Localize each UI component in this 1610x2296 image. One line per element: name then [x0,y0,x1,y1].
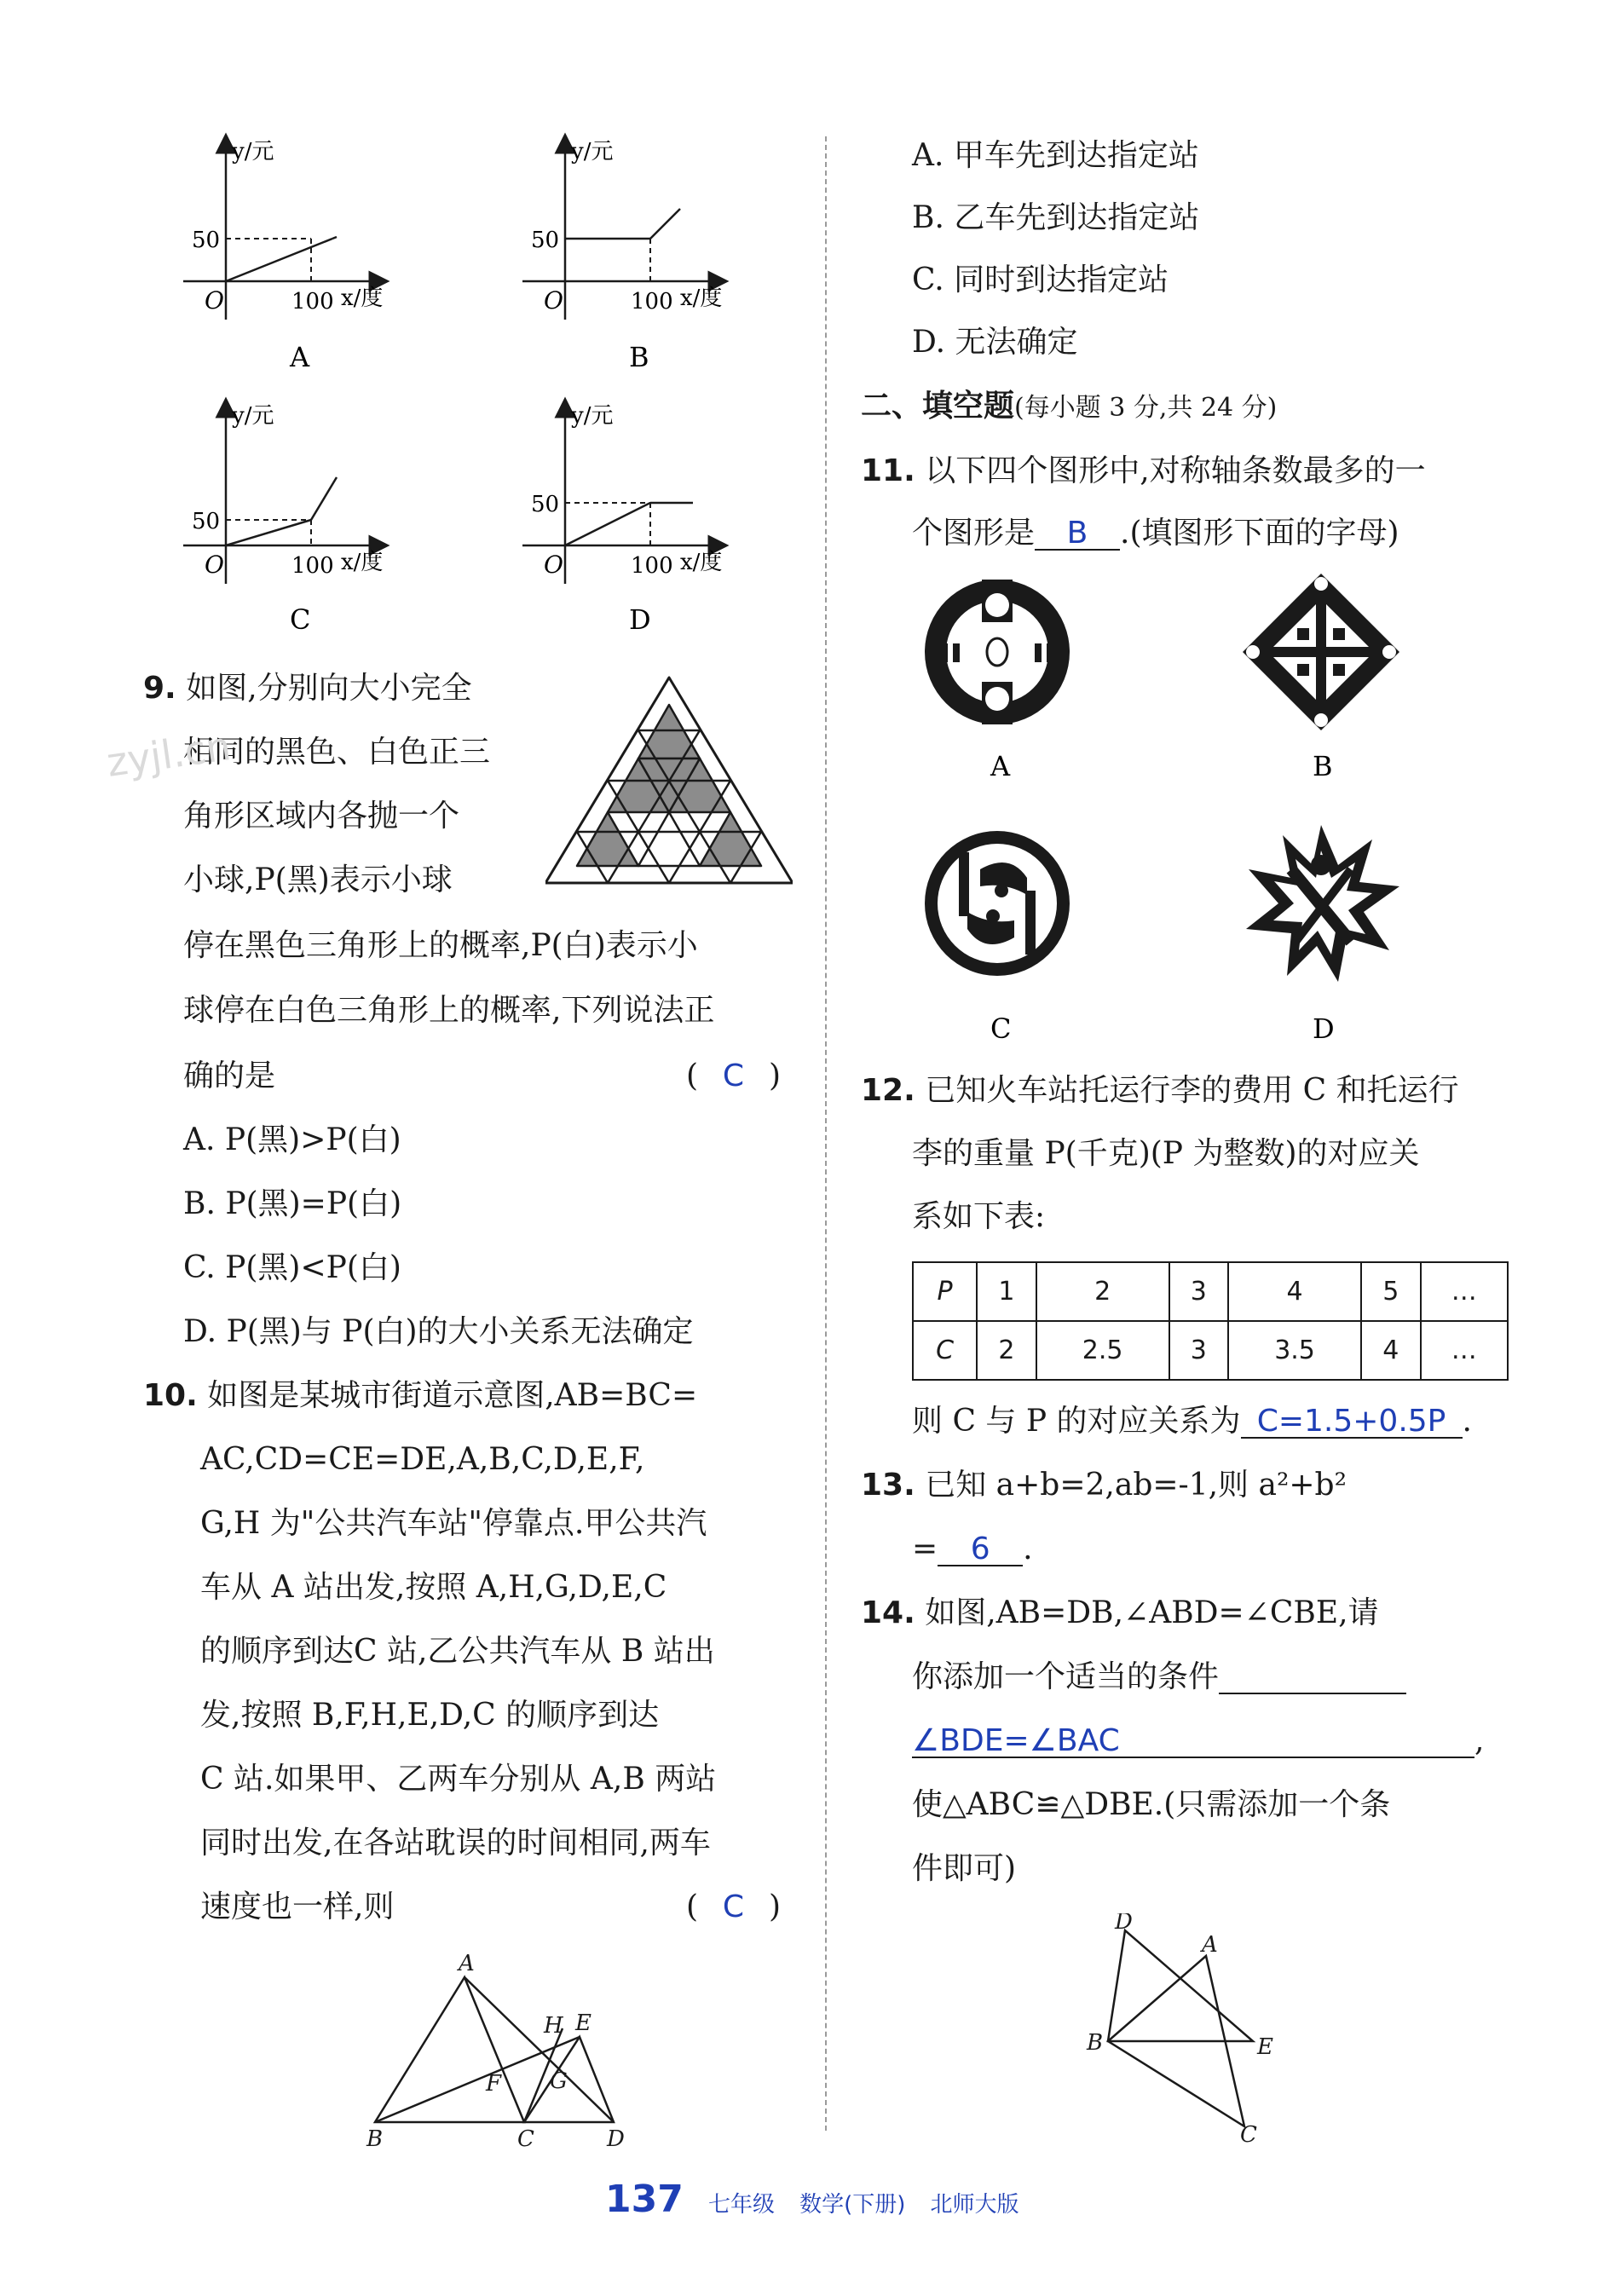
table-cell: 4 [1228,1262,1361,1321]
footer [605,2178,1019,2221]
x-axis-label: x/度 [341,286,384,311]
table-cell: 4 [1361,1321,1421,1380]
point-label-d: D [607,2126,625,2148]
q14-text: , [1474,1723,1485,1758]
paren-open: ( [686,1059,699,1093]
q10-line-2: AC,CD=CE=DE,A,B,C,D,E,F, [200,1442,645,1477]
origin-label: O [544,286,563,314]
q14-line-3: 使△ABC≌△DBE.(只需添加一个条 [912,1787,1391,1822]
graph-a [183,139,383,373]
q12-text: 则 C 与 P 的对应关系为 [912,1404,1241,1439]
point-label-a: A [1202,1932,1218,1958]
q12-line-2: 李的重量 P(千克)(P 为整数)的对应关 [912,1136,1420,1171]
y-tick-label: 50 [531,492,560,517]
q12-text: 已知火车站托运行李的费用 C 和托运行 [925,1073,1459,1108]
table-cell: 3 [1169,1262,1229,1321]
q12-result-line [912,1406,1472,1439]
q10-number: 10. [143,1378,198,1413]
q11-text: 以下四个图形中,对称轴条数最多的一 [925,453,1426,488]
q9-line-5: 停在黑色三角形上的概率,P(白)表示小 [183,928,698,963]
section-2-header [861,390,1277,422]
q9-option-a: A. P(黑)>P(白) [183,1122,401,1157]
q14-text: 如图,AB=DB,∠ABD=∠CBE,请 [925,1595,1379,1630]
q10-line-7: C 站.如果甲、乙两车分别从 A,B 两站 [200,1762,717,1797]
y-tick-label: 50 [531,228,560,253]
q9-text: 如图,分别向大小完全 [186,671,472,706]
q11-number: 11. [861,453,915,488]
table-cell: … [1421,1321,1508,1380]
q11-text: 个图形是 [912,516,1036,551]
table-cell: 2 [1036,1262,1169,1321]
q11-line-1 [861,453,1426,488]
q13-number: 13. [861,1468,915,1503]
symbol-a [925,580,1070,724]
q9-line-4: 小球,P(黑)表示小球 [183,862,453,897]
q10-option-c: C. 同时到达指定站 [912,262,1169,297]
x-axis-label: x/度 [341,550,384,575]
graph-d [522,403,722,636]
symbol-d [1246,825,1399,982]
graph-c [183,403,383,636]
graph-caption: B [629,341,649,373]
footer-grade: 七年级 [707,2192,775,2218]
q10-line-8: 同时出发,在各站耽误的时间相同,两车 [200,1826,711,1860]
q12-table [912,1261,1509,1381]
symbol-caption: D [1313,1012,1335,1045]
x-axis-label: x/度 [680,286,723,311]
q10-option-d: D. 无法确定 [912,325,1078,360]
point-label-g: G [550,2068,568,2094]
symbol-caption: A [990,750,1011,782]
q10-line-3: G,H 为"公共汽车站"停靠点.甲公共汽 [200,1506,707,1541]
graph-caption: A [290,341,310,373]
q10-line-1 [143,1378,698,1413]
q10-street-figure [358,1952,648,2148]
q12-number: 12. [861,1073,915,1108]
q10-option-a: A. 甲车先到达指定站 [912,138,1199,173]
q9-line-7: 确的是 [183,1059,276,1093]
q14-figure [1082,1913,1304,2143]
watermark: zyjl.cn [103,723,234,786]
q13-line-1 [861,1470,1347,1501]
q14-line-2 [912,1659,1406,1694]
x-tick-label: 100 [631,553,673,579]
q13-text: . [1023,1532,1033,1566]
origin-label: O [205,286,224,314]
y-axis-label: y/元 [232,139,274,164]
x-tick-label: 100 [291,553,334,579]
q11-answer: B [1035,518,1120,551]
y-axis-label: y/元 [232,403,274,429]
q10-line-9: 速度也一样,则 [200,1889,395,1924]
y-tick-label: 50 [192,228,221,253]
symbol-caption: C [990,1012,1012,1045]
section-title: 二、填空题 [861,388,1015,424]
q9-option-c: C. P(黑)<P(白) [183,1250,401,1285]
table-cell: 3 [1169,1321,1229,1380]
table-cell: 3.5 [1228,1321,1361,1380]
symbol-c [925,831,1070,976]
point-label-e: E [1257,2034,1273,2060]
q9-line-3: 角形区域内各抛一个 [183,799,460,834]
q9-answer-bracket [686,1061,781,1092]
q13-text: = [912,1532,938,1566]
y-axis-label: y/元 [571,139,614,164]
table-row [913,1262,1508,1321]
q9-line-2: 相同的黑色、白色正三 [183,735,491,770]
q10-text: 如图是某城市街道示意图,AB=BC= [207,1378,698,1413]
point-label-b: B [1087,2030,1104,2056]
y-tick-label: 50 [192,509,221,534]
point-label-d: D [1115,1913,1133,1935]
q9-number: 9. [143,671,176,706]
q9-option-d: D. P(黑)与 P(白)的大小关系无法确定 [183,1314,694,1349]
q9-answer: C [722,1059,745,1093]
q13-text: 已知 a+b=2,ab=-1,则 a²+b² [925,1468,1347,1503]
point-label-f: F [486,2071,502,2097]
symbol-caption: B [1313,750,1333,782]
q11-symbols [912,571,1440,1048]
point-label-b: B [366,2126,384,2148]
graph-caption: D [629,603,651,636]
q14-line-1 [861,1595,1379,1630]
q9-line-6: 球停在白色三角形上的概率,下列说法正 [183,993,715,1028]
table-cell: C [913,1321,977,1380]
white-triangle [638,812,700,866]
footer-edition: 北师大版 [930,2192,1019,2218]
y-axis-label: y/元 [571,403,614,429]
x-tick-label: 100 [631,289,673,314]
point-label-c: C [517,2126,534,2148]
paren-close: ) [768,1059,781,1093]
q13-answer: 6 [938,1534,1023,1566]
q14-number: 14. [861,1595,915,1630]
table-cell: 2 [977,1321,1036,1380]
q10-line-5: 的顺序到达C 站,乙公共汽车从 B 站出 [200,1634,715,1669]
q9-triangle-figure [545,669,793,886]
q10-line-6: 发,按照 B,F,H,E,D,C 的顺序到达 [200,1698,660,1733]
symbol-b [1243,574,1399,730]
table-row [913,1321,1508,1380]
paren-open: ( [686,1889,699,1924]
graph-options [162,128,776,656]
origin-label: O [205,551,224,579]
footer-subject: 数学(下册) [799,2192,906,2218]
table-cell: 2.5 [1036,1321,1169,1380]
table-cell: 5 [1361,1262,1421,1321]
q10-answer: C [722,1889,745,1924]
x-tick-label: 100 [291,289,334,314]
origin-label: O [544,551,563,579]
q12-line-3: 系如下表: [912,1199,1046,1234]
q14-answer: ∠BDE=∠BAC [912,1726,1474,1758]
q9-option-b: B. P(黑)=P(白) [183,1186,402,1221]
q9-line-1 [143,673,472,704]
q11-text: .(填图形下面的字母) [1120,516,1399,551]
point-label-h: H [544,2013,563,2039]
page-number: 137 [605,2178,684,2221]
q14-answer-line [912,1723,1485,1758]
point-label-c: C [1240,2122,1257,2143]
q12-answer: C=1.5+0.5P [1241,1406,1463,1439]
section-note: (每小题 3 分,共 24 分) [1014,393,1278,423]
q13-line-2 [912,1534,1033,1566]
point-label-a: A [459,1952,475,1976]
q12-text: . [1462,1404,1472,1439]
q12-line-1 [861,1073,1459,1108]
table-cell: P [913,1262,977,1321]
q14-text: 你添加一个适当的条件 [912,1659,1220,1694]
x-axis-label: x/度 [680,550,723,575]
table-cell: … [1421,1262,1508,1321]
black-triangle [700,812,761,866]
q10-option-b: B. 乙车先到达指定站 [912,200,1200,235]
paren-close: ) [768,1889,781,1924]
table-cell: 1 [977,1262,1036,1321]
q14-line-4: 件即可) [912,1851,1017,1886]
graph-b [522,139,722,373]
q10-line-4: 车从 A 站出发,按照 A,H,G,D,E,C [200,1570,667,1605]
q10-answer-bracket [686,1889,781,1924]
black-triangle [577,812,638,866]
q11-line-2 [912,518,1399,551]
graph-caption: C [290,603,311,636]
q14-blank [1219,1662,1406,1694]
point-label-e: E [575,2010,591,2036]
column-divider [825,136,827,2131]
